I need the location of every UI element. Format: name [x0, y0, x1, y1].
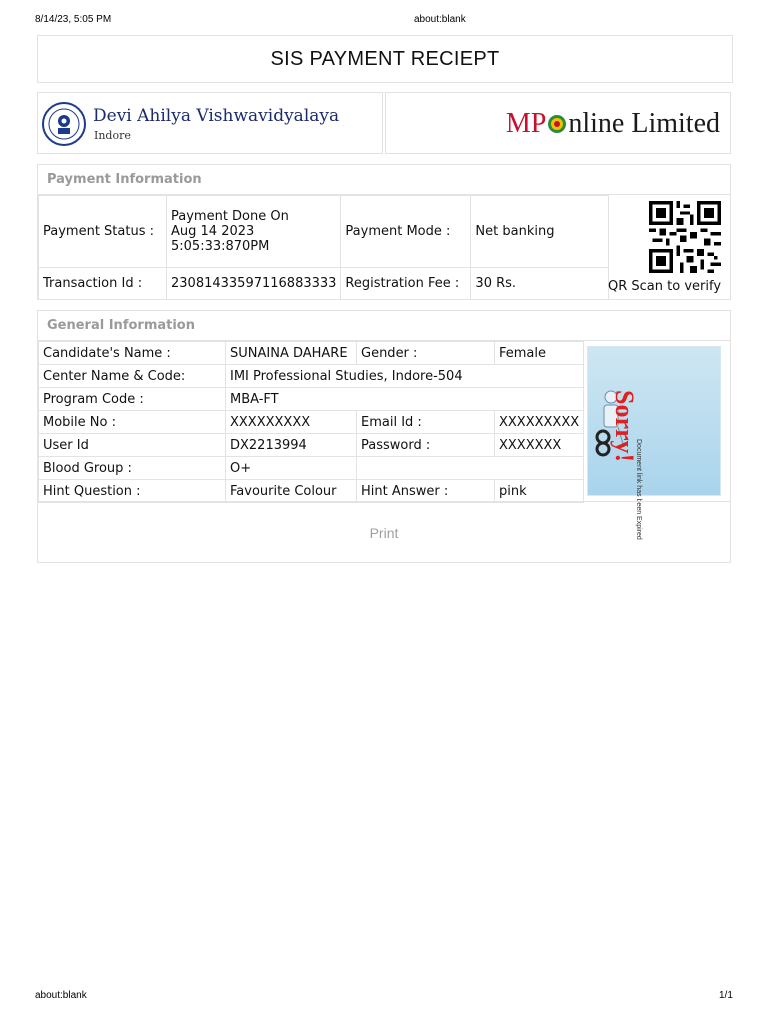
gender-label: Gender : [357, 342, 495, 365]
user-id-value: DX2213994 [226, 434, 357, 457]
mponline-emblem-icon [547, 114, 567, 134]
payment-status-line2: Aug 14 2023 [171, 224, 255, 239]
sorry-subtext: Document link has been Expired [635, 439, 642, 540]
logo-row [37, 92, 731, 154]
payment-table [38, 195, 609, 300]
hint-answer-label: Hint Answer : [357, 480, 495, 503]
university-city: Indore [94, 129, 131, 142]
table-row [39, 480, 584, 503]
payment-status-line3: 5:05:33:870PM [171, 239, 270, 254]
title-box [37, 35, 733, 83]
university-seal-icon [42, 102, 86, 146]
hint-answer-value: pink [495, 480, 584, 503]
blood-group-label: Blood Group : [39, 457, 226, 480]
qr-caption: QR Scan to verify [608, 279, 722, 294]
password-label: Password : [357, 434, 495, 457]
general-table [38, 341, 584, 503]
university-name: Devi Ahilya Vishwavidyalaya [93, 106, 340, 126]
hint-question-value: Favourite Colour [226, 480, 357, 503]
table-row [39, 457, 584, 480]
table-row [39, 411, 584, 434]
email-value: XXXXXXXXX [495, 411, 584, 434]
sorry-text: Sorry! [610, 390, 639, 463]
empty-cell [357, 457, 584, 480]
program-value: MBA-FT [226, 388, 584, 411]
payment-mode-value: Net banking [471, 196, 609, 268]
print-footer-page: 1/1 [719, 990, 733, 1001]
transaction-id-label: Transaction Id : [39, 268, 167, 300]
payment-mode-label: Payment Mode : [341, 196, 471, 268]
university-logo-panel [37, 92, 383, 154]
mponline-rest: nline Limited [568, 108, 720, 139]
candidate-name-value: SUNAINA DAHARE [226, 342, 357, 365]
print-datetime: 8/14/23, 5:05 PM [35, 14, 112, 25]
table-row [39, 388, 584, 411]
hint-question-label: Hint Question : [39, 480, 226, 503]
mponline-logo-panel [385, 92, 731, 154]
mobile-value: XXXXXXXXX [226, 411, 357, 434]
payment-status-value [167, 196, 341, 268]
registration-fee-value: 30 Rs. [471, 268, 609, 300]
mobile-label: Mobile No : [39, 411, 226, 434]
general-section [37, 310, 731, 563]
candidate-photo [587, 346, 721, 540]
print-page-title: about:blank [414, 14, 466, 25]
center-label: Center Name & Code: [39, 365, 226, 388]
payment-status-label: Payment Status : [39, 196, 167, 268]
payment-heading: Payment Information [38, 165, 730, 195]
program-label: Program Code : [39, 388, 226, 411]
table-row [39, 342, 584, 365]
payment-status-line1: Payment Done On [171, 209, 289, 224]
user-id-label: User Id [39, 434, 226, 457]
center-value: IMI Professional Studies, Indore-504 [226, 365, 584, 388]
page-title: SIS PAYMENT RECIEPT [270, 47, 500, 70]
blood-group-value: O+ [226, 457, 357, 480]
mponline-prefix: MP [505, 108, 547, 139]
transaction-id-value: 23081433597116883333 [167, 268, 341, 300]
table-row [39, 434, 584, 457]
registration-fee-label: Registration Fee : [341, 268, 471, 300]
password-value: XXXXXXX [495, 434, 584, 457]
gender-value: Female [495, 342, 584, 365]
qr-panel [606, 195, 730, 299]
payment-section [37, 164, 731, 300]
candidate-name-label: Candidate's Name : [39, 342, 226, 365]
table-row [39, 365, 584, 388]
print-footer-url: about:blank [35, 990, 87, 1001]
mponline-logo [506, 109, 720, 139]
email-label: Email Id : [357, 411, 495, 434]
print-button[interactable]: Print [38, 501, 730, 564]
qr-code-icon [646, 201, 724, 273]
general-heading: General Information [38, 311, 730, 341]
